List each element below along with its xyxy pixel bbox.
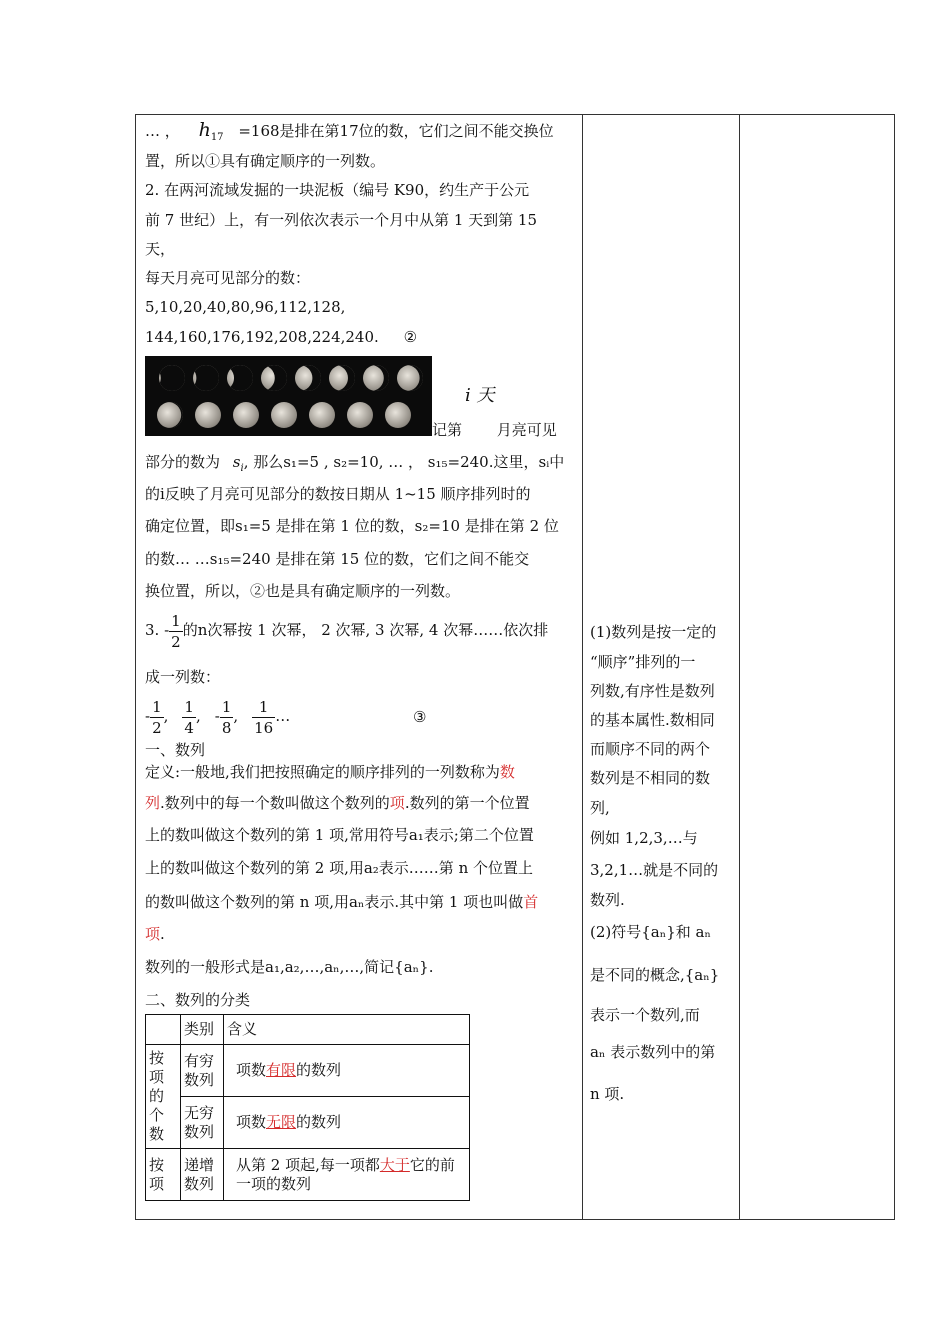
def-line-4: 上的数叫做这个数列的第 2 项,用a₂表示……第 n 个位置上 bbox=[145, 859, 534, 877]
moon-phase-icon bbox=[195, 402, 221, 428]
table-header-row: 类别 含义 bbox=[146, 1015, 470, 1045]
column-divider-2 bbox=[739, 115, 740, 1219]
line-8: 144,160,176,192,208,224,240. ② bbox=[145, 328, 418, 346]
sequence-mark: ③ bbox=[413, 708, 427, 726]
note-line: n 项. bbox=[590, 1085, 625, 1103]
heading-classification: 二、数列的分类 bbox=[145, 991, 251, 1009]
line-1: … ， $h_{17} =168$是排在第17位的数，它们之间不能交换位 bbox=[145, 119, 554, 143]
note-line: (2)符号{aₙ}和 aₙ bbox=[590, 923, 711, 941]
moon-phase-icon bbox=[193, 365, 219, 391]
variable-i-day: i 天 bbox=[465, 385, 495, 406]
moon-phase-icon bbox=[233, 402, 259, 428]
note-line: aₙ 表示数列中的第 bbox=[590, 1043, 716, 1061]
sequence-term: - $\frac{1}{8}$ , bbox=[214, 697, 239, 737]
note-line: 的基本属性.数相同 bbox=[590, 711, 715, 729]
line-11: 的i反映了月亮可见部分的数按日期从 1~15 顺序排列时的 bbox=[145, 485, 531, 503]
moon-phase-icon bbox=[309, 402, 335, 428]
moon-phase-icon bbox=[261, 365, 287, 391]
moon-phase-icon bbox=[227, 365, 253, 391]
note-line: (1)数列是按一定的 bbox=[590, 623, 717, 641]
note-line: 列数,有序性是数列 bbox=[590, 682, 715, 700]
column-divider-1 bbox=[582, 115, 583, 1219]
sequence-term: - $\frac{1}{2}$ , bbox=[145, 697, 169, 737]
moon-phase-icon bbox=[385, 402, 411, 428]
def-line-1: 定义:一般地,我们把按照确定的顺序排列的一列数称为数 bbox=[145, 763, 515, 781]
note-line: 数列. bbox=[590, 891, 625, 909]
fraction-half: $\frac{1}{2}$ bbox=[171, 611, 181, 651]
line-6: 每天月亮可见部分的数： bbox=[145, 269, 311, 287]
line-16: 成一列数： bbox=[145, 668, 221, 686]
line-3: 2. 在两河流域发掘的一块泥板（编号 K90，约生产于公元 bbox=[145, 181, 530, 199]
moon-phase-icon bbox=[347, 402, 373, 428]
note-line: “顺序”排列的一 bbox=[590, 653, 696, 671]
line-5: 天， bbox=[145, 240, 176, 258]
def-line-3: 上的数叫做这个数列的第 1 项,常用符号a₁表示;第二个位置 bbox=[145, 826, 534, 844]
line-9: 记第 月亮可见 bbox=[432, 421, 557, 439]
note-line: 列, bbox=[590, 799, 610, 817]
line-15: 3. - $\frac{1}{2}$ 的n次幂按 1 次幂， 2 次幂, 3 次幂, 4 次幂……依次排 bbox=[145, 611, 549, 651]
heading-sequence: 一、数列 bbox=[145, 741, 206, 759]
moon-phases-image bbox=[145, 356, 432, 436]
moon-phase-icon bbox=[329, 365, 355, 391]
moon-phase-icon bbox=[271, 402, 297, 428]
moon-phase-icon bbox=[397, 365, 423, 391]
moon-phase-icon bbox=[159, 365, 185, 391]
line-2: 置，所以①具有确定顺序的一列数。 bbox=[145, 152, 386, 170]
note-line: 数列是不相同的数 bbox=[590, 769, 711, 787]
line-14: 换位置，所以，②也是具有确定顺序的一列数。 bbox=[145, 582, 461, 600]
sequence-line bbox=[145, 694, 304, 738]
def-line-6: 项. bbox=[145, 925, 165, 943]
line-12: 确定位置，即s₁=5 是排在第 1 位的数，s₂=10 是排在第 2 位 bbox=[145, 517, 559, 535]
note-line: 而顺序不同的两个 bbox=[590, 740, 711, 758]
note-line: 3,2,1…就是不同的 bbox=[590, 861, 719, 879]
classification-table bbox=[145, 1014, 470, 1201]
line-7: 5,10,20,40,80,96,112,128, bbox=[145, 298, 346, 316]
sequence-term: $\frac{1}{16}$ … bbox=[254, 697, 291, 737]
line-13: 的数… …s₁₅=240 是排在第 15 位的数，它们之间不能交 bbox=[145, 550, 530, 568]
table-row: 无穷数列 项数无限的数列 bbox=[146, 1097, 470, 1149]
moon-phase-icon bbox=[363, 365, 389, 391]
line-10: 部分的数为 $s_i$, 那么s₁=5 , s₂=10, … ， s₁₅=240.这里，sᵢ中 bbox=[145, 453, 565, 474]
def-line-5: 的数叫做这个数列的第 n 项,用aₙ表示.其中第 1 项也叫做首 bbox=[145, 893, 539, 911]
table-row: 按项 递增数列 从第 2 项起,每一项都大于它的前一项的数列 bbox=[146, 1149, 470, 1201]
note-line: 表示一个数列,而 bbox=[590, 1006, 700, 1024]
line-4: 前 7 世纪）上，有一列依次表示一个月中从第 1 天到第 15 bbox=[145, 211, 538, 229]
table-row: 按项的个数 有穷数列 项数有限的数列 bbox=[146, 1045, 470, 1097]
note-line: 例如 1,2,3,…与 bbox=[590, 829, 698, 847]
note-line: 是不同的概念,{aₙ} bbox=[590, 966, 720, 984]
sequence-term: $\frac{1}{4}$ , bbox=[184, 697, 201, 737]
def-line-2: 列.数列中的每一个数叫做这个数列的项.数列的第一个位置 bbox=[145, 794, 530, 812]
general-form: 数列的一般形式是a₁,a₂,…,aₙ,…,简记{aₙ}. bbox=[145, 958, 434, 976]
moon-phase-icon bbox=[295, 365, 321, 391]
moon-phase-icon bbox=[157, 402, 183, 428]
